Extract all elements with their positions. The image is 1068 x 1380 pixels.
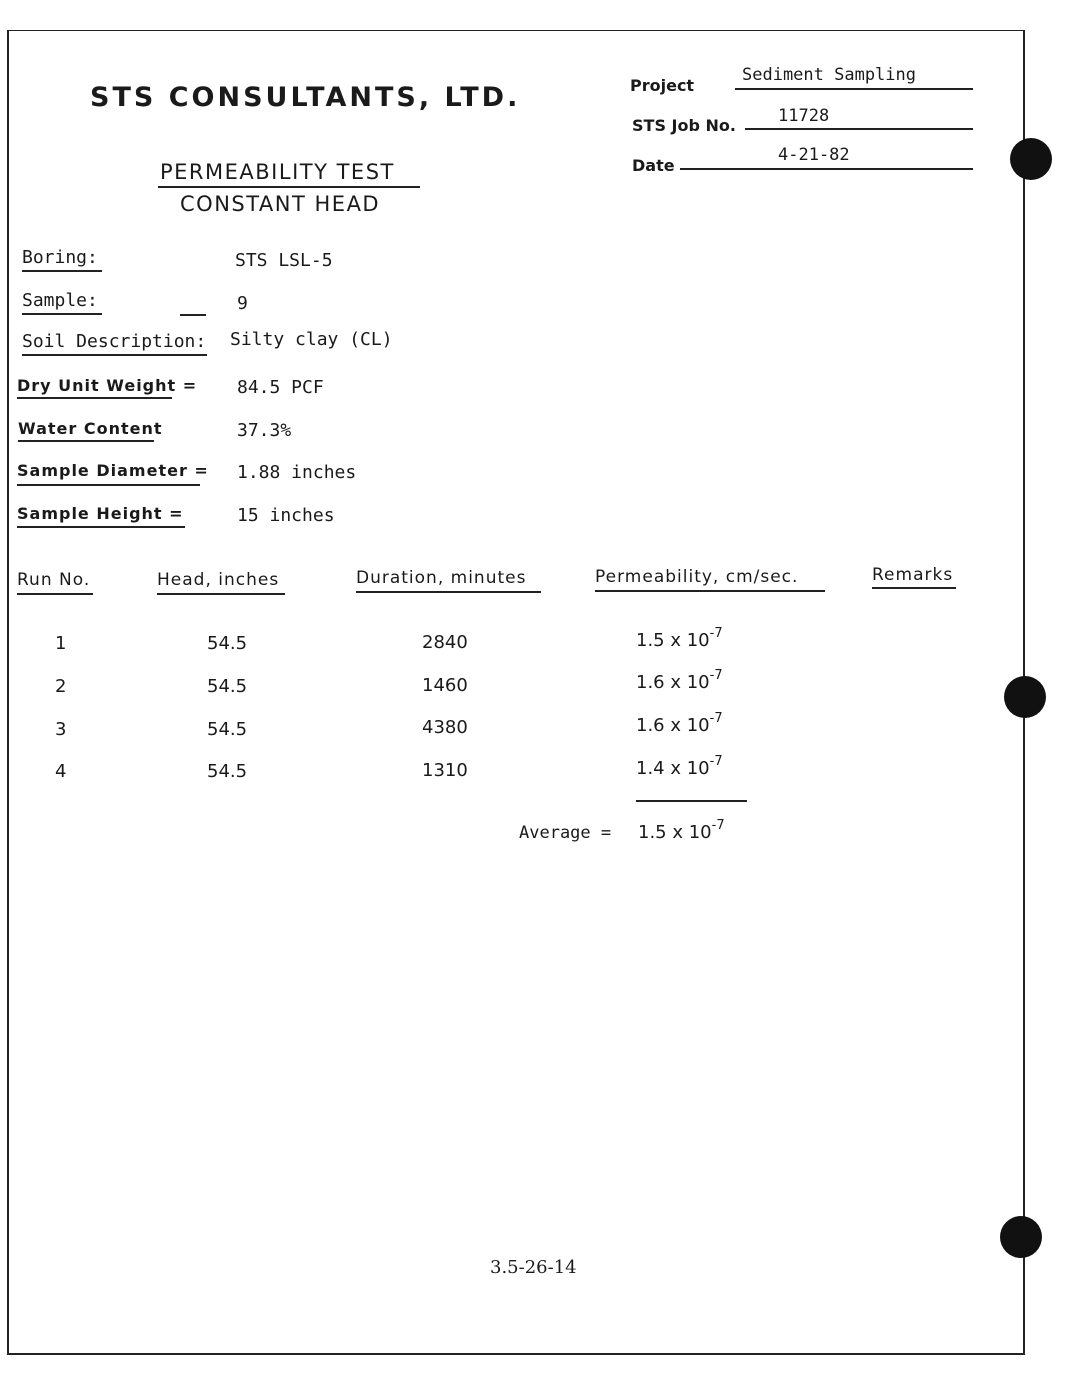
sample-height-label: Sample Height = <box>17 504 184 523</box>
sample-label: Sample: <box>22 290 98 311</box>
table-row-3-permeability <box>636 711 723 736</box>
perm-base: 1.6 x 10 <box>636 715 710 736</box>
perm-base: 1.5 x 10 <box>636 630 710 651</box>
table-row-2-duration: 1460 <box>422 675 468 696</box>
soil-description-underline <box>22 354 207 356</box>
table-row-1-duration: 2840 <box>422 632 468 653</box>
water-content-underline <box>18 440 154 442</box>
project-line <box>735 88 973 90</box>
report-title-underline <box>158 186 420 188</box>
soil-description-value: Silty clay (CL) <box>230 329 393 350</box>
average-exponent: -7 <box>711 818 725 833</box>
sample-height-underline <box>17 526 185 528</box>
water-content-label: Water Content <box>18 419 163 438</box>
date-label: Date <box>632 156 675 175</box>
perm-base: 1.4 x 10 <box>636 758 710 779</box>
table-row-4-permeability <box>636 754 723 779</box>
table-row-2-head: 54.5 <box>207 676 248 697</box>
page-border <box>7 30 1025 1355</box>
dry-unit-weight-value: 84.5 PCF <box>237 377 324 398</box>
boring-value: STS LSL-5 <box>235 250 333 271</box>
date-line <box>680 168 973 170</box>
average-rule <box>636 800 747 802</box>
col-head-permeability: Permeability, cm/sec. <box>595 567 799 587</box>
report-title: PERMEABILITY TEST <box>160 160 395 184</box>
sample-underline <box>22 313 102 315</box>
col-head-duration-underline <box>356 591 541 593</box>
boring-underline <box>22 270 102 272</box>
col-head-remarks-underline <box>872 587 956 589</box>
table-row-2-permeability <box>636 668 723 693</box>
table-row-3-head: 54.5 <box>207 719 248 740</box>
job-value: 11728 <box>778 106 830 126</box>
perm-exponent: -7 <box>709 711 723 726</box>
col-head-remarks: Remarks <box>872 565 954 585</box>
perm-exponent: -7 <box>709 754 723 769</box>
table-row-4-run: 4 <box>55 761 67 782</box>
date-value: 4-21-82 <box>778 145 850 165</box>
col-head-run: Run No. <box>17 570 91 590</box>
dry-unit-weight-underline <box>17 397 172 399</box>
punch-hole-bottom <box>1000 1216 1042 1258</box>
table-row-4-head: 54.5 <box>207 761 248 782</box>
page-number: 3.5-26-14 <box>490 1257 577 1278</box>
col-head-duration: Duration, minutes <box>356 568 527 588</box>
perm-exponent: -7 <box>709 626 723 641</box>
project-label: Project <box>630 76 695 95</box>
perm-base: 1.6 x 10 <box>636 672 710 693</box>
sample-value: 9 <box>237 293 248 314</box>
punch-hole-middle <box>1004 676 1046 718</box>
company-name: STS CONSULTANTS, LTD. <box>90 82 521 113</box>
job-line <box>745 128 973 130</box>
average-value <box>638 818 725 843</box>
sample-diameter-underline <box>17 484 200 486</box>
sample-diameter-value: 1.88 inches <box>237 462 357 483</box>
water-content-value: 37.3% <box>237 420 292 441</box>
table-row-2-run: 2 <box>55 676 67 697</box>
report-subtitle: CONSTANT HEAD <box>180 192 381 216</box>
col-head-head: Head, inches <box>157 570 280 590</box>
sample-height-value: 15 inches <box>237 505 335 526</box>
table-row-1-run: 1 <box>55 633 67 654</box>
table-row-1-permeability <box>636 626 723 651</box>
col-head-run-underline <box>17 593 93 595</box>
table-row-4-duration: 1310 <box>422 760 468 781</box>
col-head-permeability-underline <box>595 590 825 592</box>
table-row-3-duration: 4380 <box>422 717 468 738</box>
project-value: Sediment Sampling <box>742 65 916 85</box>
sample-dash <box>180 314 206 316</box>
job-label: STS Job No. <box>632 116 736 135</box>
punch-hole-top <box>1010 138 1052 180</box>
col-head-head-underline <box>157 593 285 595</box>
table-row-3-run: 3 <box>55 719 67 740</box>
average-base: 1.5 x 10 <box>638 822 712 843</box>
perm-exponent: -7 <box>709 668 723 683</box>
boring-label: Boring: <box>22 247 98 268</box>
table-row-1-head: 54.5 <box>207 633 248 654</box>
sample-diameter-label: Sample Diameter = <box>17 461 209 480</box>
dry-unit-weight-label: Dry Unit Weight = <box>17 376 198 395</box>
average-label: Average = <box>519 823 612 843</box>
soil-description-label: Soil Description: <box>22 331 207 352</box>
